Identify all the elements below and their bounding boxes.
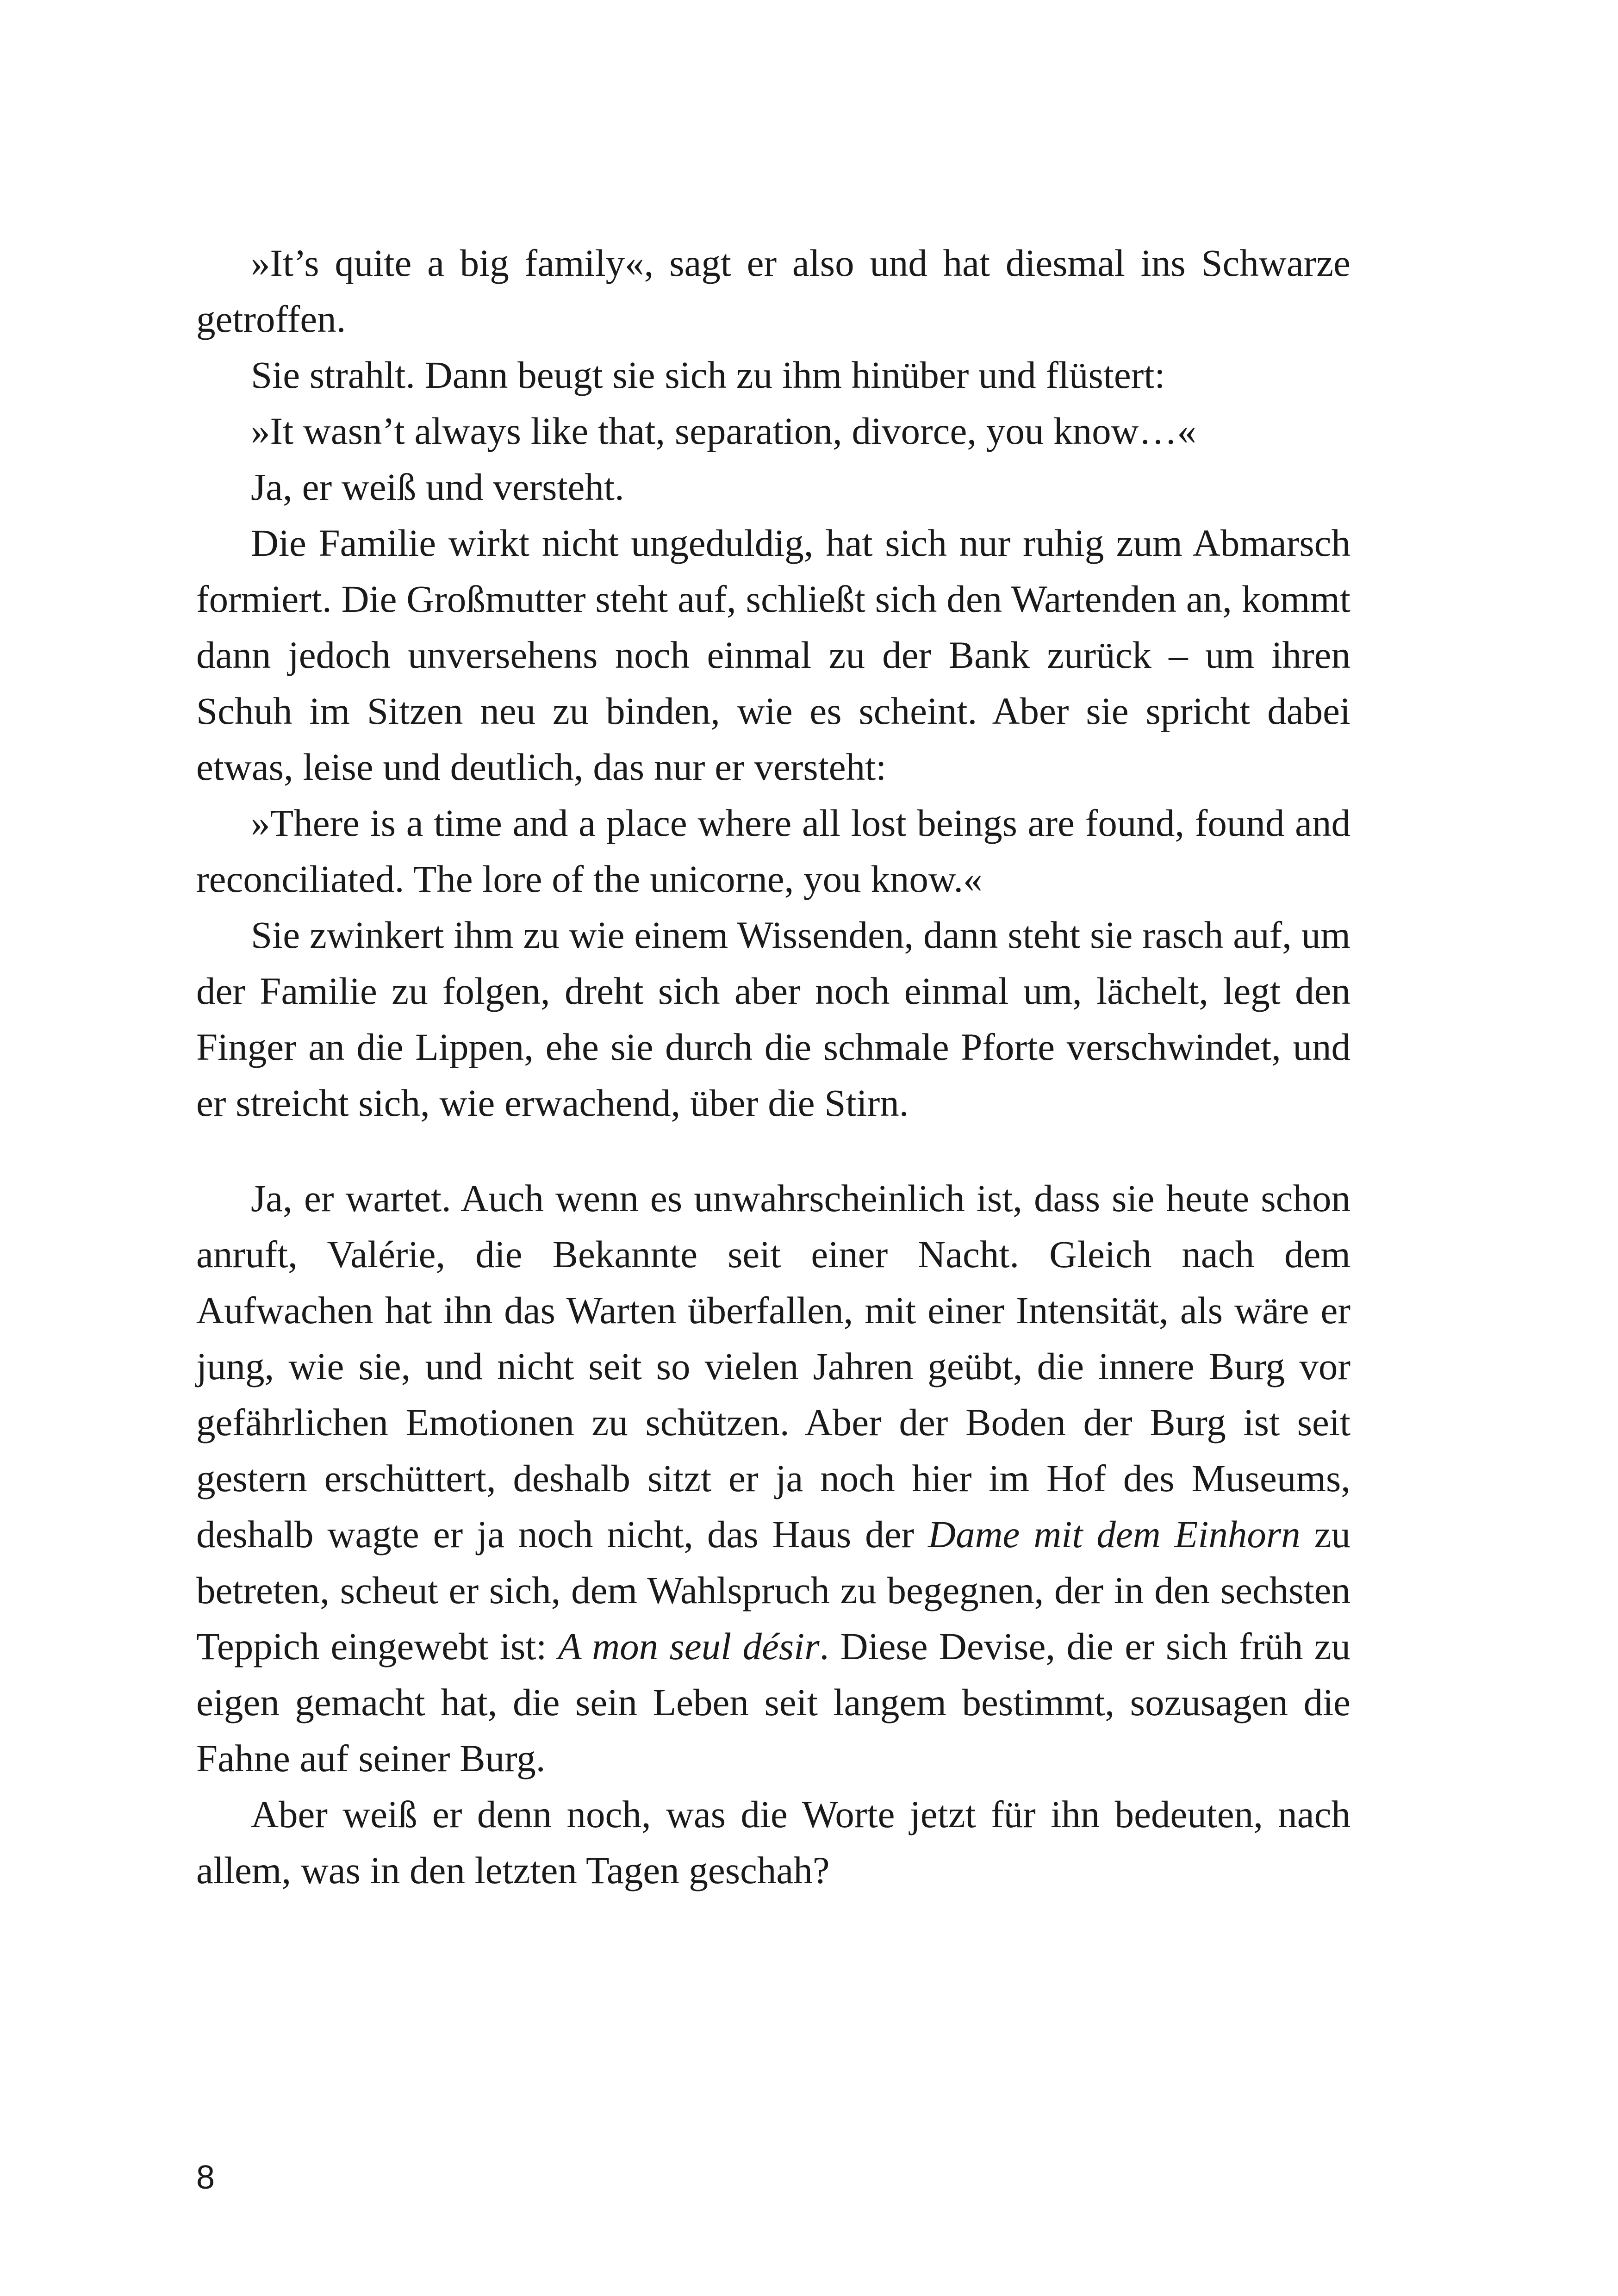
paragraph-text: . Diese Devise, die er sich früh zu eigen gemacht hat, die sein Leben seit langem bestimmt, sozusagen die Fahne auf seiner Burg. bbox=[196, 1625, 1351, 1780]
paragraph: »It wasn’t always like that, separation, divorce, you know…« bbox=[251, 410, 1197, 452]
paragraph-text: Ja, er wartet. Auch wenn es unwahrscheinlich ist, dass sie heute schon anruft, Valérie, die Bekannte seit einer Nacht. Gleich nach dem Aufwachen hat ihn das Warten überfallen, mit einer Intensität, als wäre er jung, wie sie, und nicht seit so vielen Jahren geübt, die innere Burg vor gefährlichen Emotionen zu schützen. Aber der Boden der Burg ist seit gestern erschüttert, deshalb sitzt er ja noch hier im Hof des Museums, deshalb wagte er ja noch nicht, das Haus der bbox=[196, 1177, 1350, 1556]
italic-motto: A mon seul désir bbox=[558, 1625, 820, 1668]
paragraph: »There is a time and a place where all lost beings are found, found and reconciliated. The lore of the unicorne, you know.« bbox=[196, 802, 1350, 900]
paragraph: Aber weiß er denn noch, was die Worte jetzt für ihn bedeuten, nach allem, was in den letzten Tagen geschah? bbox=[196, 1793, 1350, 1892]
paragraph-text: zu betreten, scheut er sich, dem Wahlspruch zu begegnen, der in den sechsten Teppich eingewebt ist: bbox=[196, 1513, 1351, 1668]
italic-title: Dame mit dem Einhorn bbox=[928, 1513, 1301, 1556]
paragraph: Sie strahlt. Dann beugt sie sich zu ihm hinüber und flüstert: bbox=[251, 354, 1165, 396]
text-section-1 bbox=[196, 235, 1350, 1131]
paragraph: Die Familie wirkt nicht ungeduldig, hat sich nur ruhig zum Abmarsch formiert. Die Großmutter steht auf, schließt sich den Wartenden an, kommt dann jedoch unversehens noch einmal zu der Bank zurück – um ihren Schuh im Sitzen neu zu binden, wie es scheint. Aber sie spricht dabei etwas, leise und deutlich, das nur er versteht: bbox=[196, 522, 1350, 788]
text-section-2 bbox=[196, 1170, 1350, 1898]
paragraph bbox=[196, 1170, 1350, 1786]
page-number: 8 bbox=[196, 2159, 215, 2196]
paragraph: Sie zwinkert ihm zu wie einem Wissenden, dann steht sie rasch auf, um der Familie zu folgen, dreht sich aber noch einmal um, lächelt, legt den Finger an die Lippen, ehe sie durch die schmale Pforte verschwindet, und er streicht sich, wie erwachend, über die Stirn. bbox=[196, 914, 1350, 1124]
paragraph: Ja, er weiß und versteht. bbox=[251, 466, 624, 508]
paragraph: »It’s quite a big family«, sagt er also und hat diesmal ins Schwarze getroffen. bbox=[196, 242, 1350, 340]
